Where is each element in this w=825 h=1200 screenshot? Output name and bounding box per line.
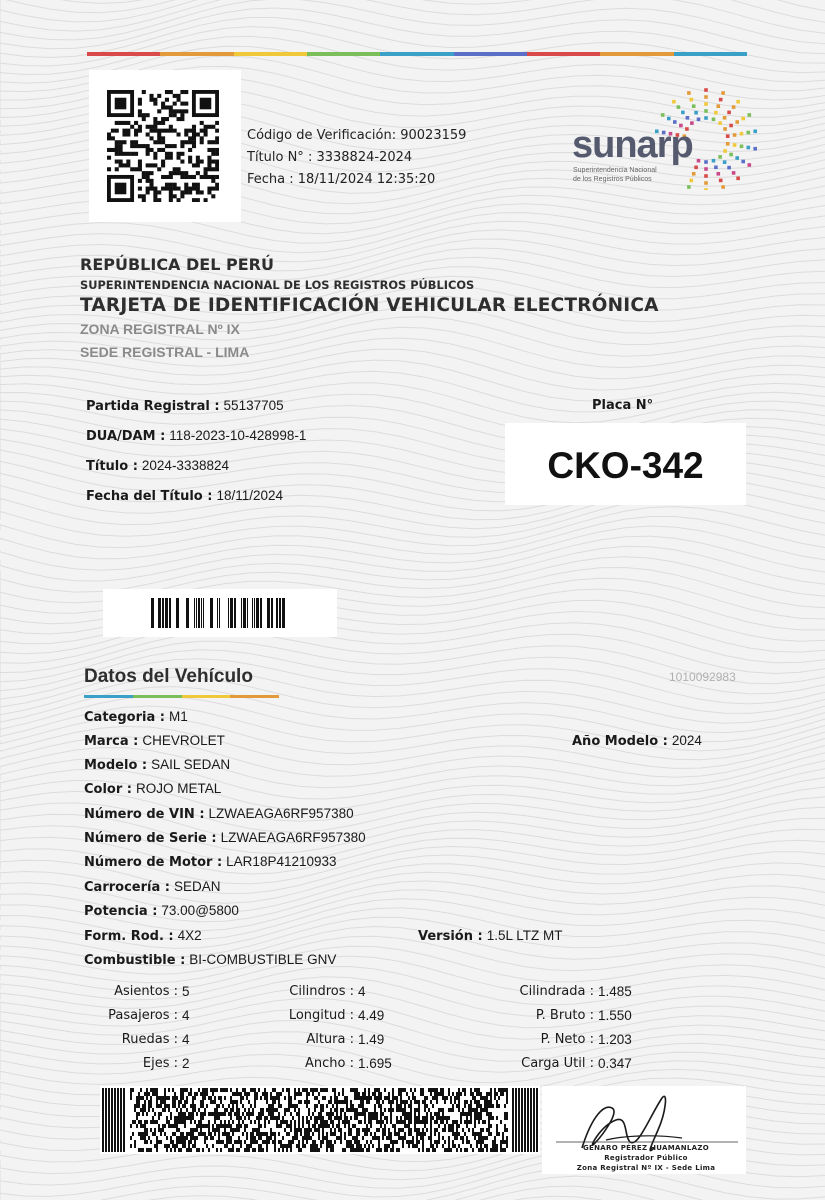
fecha-titulo-value: 18/11/2024 bbox=[216, 488, 284, 503]
longitud-label: Longitud : bbox=[288, 1008, 354, 1023]
pasajeros-label: Pasajeros : bbox=[108, 1008, 178, 1023]
ruedas-value bbox=[182, 1032, 190, 1048]
motor-label: Número de Motor : bbox=[84, 855, 223, 870]
combustible-value: BI-COMBUSTIBLE GNV bbox=[189, 952, 337, 967]
pdf417-barcode-icon bbox=[100, 1086, 540, 1154]
dua-value: 118-2023-10-428998-1 bbox=[169, 428, 307, 443]
logo-subtitle-line-1: Superintendencia Nacional bbox=[573, 167, 657, 174]
color-value: ROJO METAL bbox=[136, 781, 222, 796]
vehicle-section-title: Datos del Vehículo bbox=[84, 666, 253, 687]
p-neto-value bbox=[598, 1032, 632, 1048]
barcode-icon bbox=[149, 598, 293, 628]
vin-value: LZWAEAGA6RF957380 bbox=[208, 806, 354, 821]
signature-block bbox=[542, 1086, 746, 1174]
registry-seat: SEDE REGISTRAL - LIMA bbox=[80, 344, 250, 360]
motor-field bbox=[84, 854, 337, 870]
modelo-field bbox=[84, 757, 230, 773]
ruedas-value-text: 4 bbox=[182, 1032, 190, 1047]
sunarp-logo bbox=[572, 86, 758, 194]
partida-field bbox=[86, 398, 284, 414]
p-bruto-value bbox=[598, 1008, 632, 1024]
modelo-value: SAIL SEDAN bbox=[151, 757, 231, 772]
partida-value: 55137705 bbox=[223, 398, 284, 413]
anio-modelo-value: 2024 bbox=[671, 733, 702, 748]
superintendency-heading: SUPERINTENDENCIA NACIONAL DE LOS REGISTROS PÚBLICOS bbox=[80, 278, 475, 292]
dua-field bbox=[86, 428, 306, 444]
categoria-field bbox=[84, 709, 188, 725]
color-label: Color : bbox=[84, 782, 132, 797]
carroceria-value: SEDAN bbox=[173, 879, 221, 894]
version-value: 1.5L LTZ MT bbox=[486, 928, 563, 943]
asientos-value-text: 5 bbox=[182, 984, 190, 999]
qr-code-icon bbox=[107, 90, 219, 202]
ejes-label: Ejes : bbox=[142, 1056, 178, 1071]
plate-number: CKO-342 bbox=[547, 445, 704, 486]
potencia-value: 73.00@5800 bbox=[161, 903, 239, 918]
barcode-small bbox=[103, 589, 337, 637]
fecha-titulo-field bbox=[86, 488, 283, 504]
marca-label: Marca : bbox=[84, 734, 139, 749]
ancho-value-text: 1.695 bbox=[358, 1056, 392, 1071]
title-number-label: Título N° : bbox=[247, 150, 313, 165]
combustible-label: Combustible : bbox=[84, 953, 186, 968]
color-field bbox=[84, 781, 221, 797]
anio-modelo-field bbox=[572, 733, 702, 749]
registrar-name: GENARO PÉREZ HUAMANLAZO bbox=[583, 1144, 709, 1152]
asientos-value bbox=[182, 984, 190, 1000]
verification-code-value: 90023159 bbox=[400, 128, 467, 143]
version-label: Versión : bbox=[418, 929, 483, 944]
fecha-titulo-label: Fecha del Título : bbox=[86, 489, 213, 504]
title-number-value: 3338824-2024 bbox=[316, 150, 413, 165]
republic-heading: REPÚBLICA DEL PERÚ bbox=[80, 255, 274, 274]
carga-util-value bbox=[598, 1056, 632, 1072]
altura-value bbox=[358, 1032, 384, 1048]
registry-zone: ZONA REGISTRAL Nº IX bbox=[80, 321, 240, 337]
serie-value: LZWAEAGA6RF957380 bbox=[220, 830, 366, 845]
p-bruto-value-text: 1.550 bbox=[598, 1008, 632, 1023]
plate-label: Placa N° bbox=[592, 398, 654, 413]
plate-box bbox=[505, 423, 746, 505]
altura-value-text: 1.49 bbox=[358, 1032, 385, 1047]
p-bruto-label: P. Bruto : bbox=[535, 1008, 594, 1023]
serie-label: Número de Serie : bbox=[84, 831, 217, 846]
motor-value: LAR18P41210933 bbox=[226, 854, 337, 869]
ejes-value-text: 2 bbox=[182, 1056, 190, 1071]
carga-util-label: Carga Util : bbox=[521, 1056, 594, 1071]
date-label: Fecha : bbox=[247, 172, 294, 187]
potencia-field bbox=[84, 903, 239, 919]
categoria-value: M1 bbox=[168, 709, 188, 724]
ejes-value bbox=[182, 1056, 190, 1072]
marca-field bbox=[84, 733, 225, 749]
combustible-field bbox=[84, 952, 336, 968]
ruedas-label: Ruedas : bbox=[121, 1032, 178, 1047]
verification-code-label: Código de Verificación: bbox=[247, 128, 397, 143]
cilindros-value-text: 4 bbox=[358, 984, 366, 999]
serie-field bbox=[84, 830, 366, 846]
categoria-label: Categoria : bbox=[84, 710, 165, 725]
qr-code bbox=[89, 70, 241, 222]
date-value: 18/11/2024 12:35:20 bbox=[297, 172, 436, 187]
ancho-value bbox=[358, 1056, 392, 1072]
cilindrada-label: Cilindrada : bbox=[519, 984, 594, 999]
pasajeros-value bbox=[182, 1008, 190, 1024]
carroceria-field bbox=[84, 879, 220, 895]
vin-field bbox=[84, 806, 354, 822]
form-rod-value: 4X2 bbox=[177, 928, 202, 943]
logo-wordmark: sunarp bbox=[572, 124, 693, 166]
potencia-label: Potencia : bbox=[84, 904, 158, 919]
dua-label: DUA/DAM : bbox=[86, 429, 166, 444]
logo-subtitle bbox=[573, 166, 657, 184]
vin-label: Número de VIN : bbox=[84, 807, 205, 822]
longitud-value bbox=[358, 1008, 384, 1024]
document-number: 1010092983 bbox=[669, 670, 736, 684]
barcode-2d bbox=[100, 1086, 540, 1154]
p-neto-label: P. Neto : bbox=[540, 1032, 594, 1047]
form-rod-field bbox=[84, 928, 202, 944]
ancho-label: Ancho : bbox=[305, 1056, 354, 1071]
asientos-label: Asientos : bbox=[114, 984, 178, 999]
titulo-value: 2024-3338824 bbox=[141, 458, 229, 473]
form-rod-label: Form. Rod. : bbox=[84, 929, 174, 944]
top-color-stripe bbox=[87, 52, 747, 56]
registrar-role: Registrador Público bbox=[604, 1154, 688, 1162]
partida-label: Partida Registral : bbox=[86, 399, 220, 414]
longitud-value-text: 4.49 bbox=[358, 1008, 385, 1023]
card-title: TARJETA DE IDENTIFICACIÓN VEHICULAR ELECTRÓNICA bbox=[80, 295, 659, 316]
logo-subtitle-line-2: de los Registros Públicos bbox=[573, 176, 652, 183]
modelo-label: Modelo : bbox=[84, 758, 148, 773]
registrar-info bbox=[548, 1143, 744, 1173]
titulo-label: Título : bbox=[86, 459, 138, 474]
registrar-office: Zona Registral Nº IX - Sede Lima bbox=[576, 1164, 716, 1172]
marca-value: CHEVROLET bbox=[142, 733, 225, 748]
carroceria-label: Carrocería : bbox=[84, 880, 170, 895]
cilindrada-value bbox=[598, 984, 632, 1000]
anio-modelo-label: Año Modelo : bbox=[572, 734, 668, 749]
vehicle-section-underline bbox=[84, 695, 279, 698]
pasajeros-value-text: 4 bbox=[182, 1008, 190, 1023]
cilindros-value bbox=[358, 984, 366, 1000]
verification-info bbox=[247, 125, 466, 191]
cilindrada-value-text: 1.485 bbox=[598, 984, 632, 999]
altura-label: Altura : bbox=[306, 1032, 354, 1047]
version-field bbox=[418, 928, 562, 944]
cilindros-label: Cilindros : bbox=[289, 984, 354, 999]
titulo-field bbox=[86, 458, 229, 474]
carga-util-value-text: 0.347 bbox=[598, 1056, 632, 1071]
p-neto-value-text: 1.203 bbox=[598, 1032, 632, 1047]
